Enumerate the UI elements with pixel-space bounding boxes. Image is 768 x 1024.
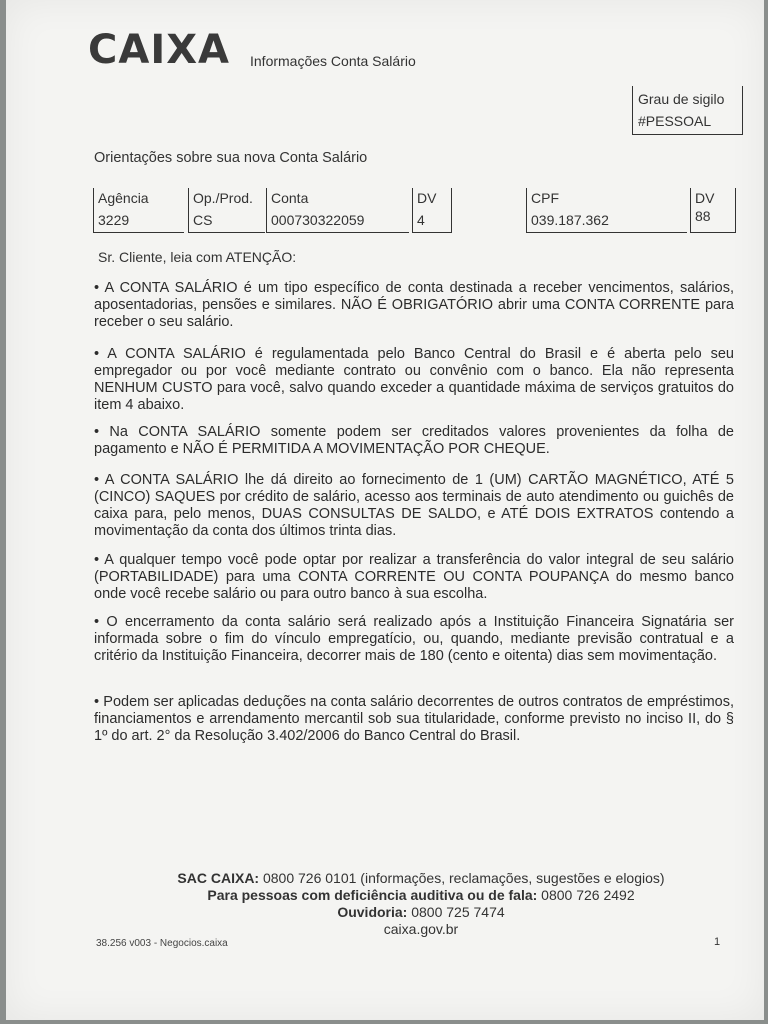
- sigilo-box: [632, 86, 743, 135]
- paragraph-6: • O encerramento da conta salário será realizado após a Instituição Financeira Signatária ser informada sobre o fim do vínculo empregatício, ou, quando, mediante previsão contratual e a critério da Instituição Financeira, decorrer mais de 180 (cento e oitenta) dias sem movimentação.: [94, 614, 734, 664]
- sac-line: [96, 870, 746, 887]
- paragraph-3: • Na CONTA SALÁRIO somente podem ser creditados valores provenientes da folha de pagamento e NÃO É PERMITIDA A MOVIMENTAÇÃO POR CHEQUE.: [94, 424, 734, 457]
- deficiencia-line: [96, 887, 746, 904]
- contact-footer: [96, 870, 746, 938]
- sigilo-value: #PESSOAL: [638, 113, 712, 129]
- orientacoes-heading: Orientações sobre sua nova Conta Salário: [94, 150, 368, 166]
- dv-box: [412, 188, 452, 233]
- agencia-box: [93, 188, 184, 233]
- cpf-dv-box: [690, 188, 736, 233]
- ouvidoria-value: 0800 725 7474: [411, 904, 505, 920]
- conta-box: [266, 188, 409, 233]
- paragraph-7: • Podem ser aplicadas deduções na conta salário decorrentes de outros contratos de empréstimos, financiamentos e arrendamento mercantil sob sua titularidade, conforme previsto no inciso II, do § 1º do art. 2° da Resolução 3.402/2006 do Banco Central do Brasil.: [94, 694, 734, 744]
- paragraph-5: • A qualquer tempo você pode optar por realizar a transferência do valor integral de seu salário (PORTABILIDADE) para uma CONTA CORRENTE OU CONTA POUPANÇA do mesmo banco onde você recebe salário ou para outro banco à sua escolha.: [94, 552, 734, 602]
- sac-label: SAC CAIXA:: [177, 870, 260, 886]
- paragraph-1: • A CONTA SALÁRIO é um tipo específico de conta destinada a receber vencimentos, salários, aposentadorias, pensões e similares. NÃO É OBRIGATÓRIO abrir uma CONTA CORRENTE para receber o seu salário.: [94, 280, 734, 330]
- cpf-label: CPF: [531, 190, 559, 206]
- opprod-box: [188, 188, 265, 233]
- site-link[interactable]: caixa.gov.br: [383, 921, 459, 937]
- ouvidoria-label: Ouvidoria:: [337, 904, 408, 920]
- document-title: Informações Conta Salário: [250, 53, 416, 69]
- document-page: [6, 0, 764, 1020]
- conta-value: 000730322059: [271, 212, 365, 228]
- deficiencia-label: Para pessoas com deficiência auditiva ou de fala:: [207, 887, 538, 903]
- sac-value: 0800 726 0101 (informações, reclamações, sugestões e elogios): [262, 870, 665, 886]
- cpf-dv-label: DV: [695, 190, 715, 206]
- dv-label: DV: [417, 190, 437, 206]
- sigilo-label: Grau de sigilo: [638, 91, 725, 107]
- document-reference: 38.256 v003 - Negocios.caixa: [96, 938, 228, 949]
- conta-label: Conta: [271, 190, 309, 206]
- agencia-label: Agência: [98, 190, 149, 206]
- page-number: 1: [714, 936, 721, 948]
- paragraph-2: • A CONTA SALÁRIO é regulamentada pelo Banco Central do Brasil e é aberta pelo seu empregador ou por você mediante contrato ou convênio com o banco. Ela não representa NENHUM CUSTO para você, salvo quando exceder a quantidade máxima de serviços gratuitos do item 4 abaixo.: [94, 346, 734, 413]
- intro-text: Sr. Cliente, leia com ATENÇÃO:: [98, 249, 297, 265]
- opprod-value: CS: [193, 212, 213, 228]
- ouvidoria-line: [96, 904, 746, 921]
- dv-value: 4: [417, 212, 425, 228]
- paragraph-4: • A CONTA SALÁRIO lhe dá direito ao fornecimento de 1 (UM) CARTÃO MAGNÉTICO, ATÉ 5 (CINCO) SAQUES por crédito de salário, acesso aos terminais de auto atendimento ou guichês de caixa para, pelo menos, DUAS CONSULTAS DE SALDO, e ATÉ DOIS EXTRATOS contendo a movimentação da conta dos últimos trinta dias.: [94, 472, 734, 539]
- cpf-box: [526, 188, 687, 233]
- agencia-value: 3229: [98, 212, 130, 228]
- cpf-dv-value: 88: [695, 208, 711, 224]
- cpf-value: 039.187.362: [531, 212, 609, 228]
- deficiencia-value: 0800 726 2492: [541, 887, 635, 903]
- caixa-logo: CAIXA: [88, 27, 230, 73]
- opprod-label: Op./Prod.: [193, 190, 253, 206]
